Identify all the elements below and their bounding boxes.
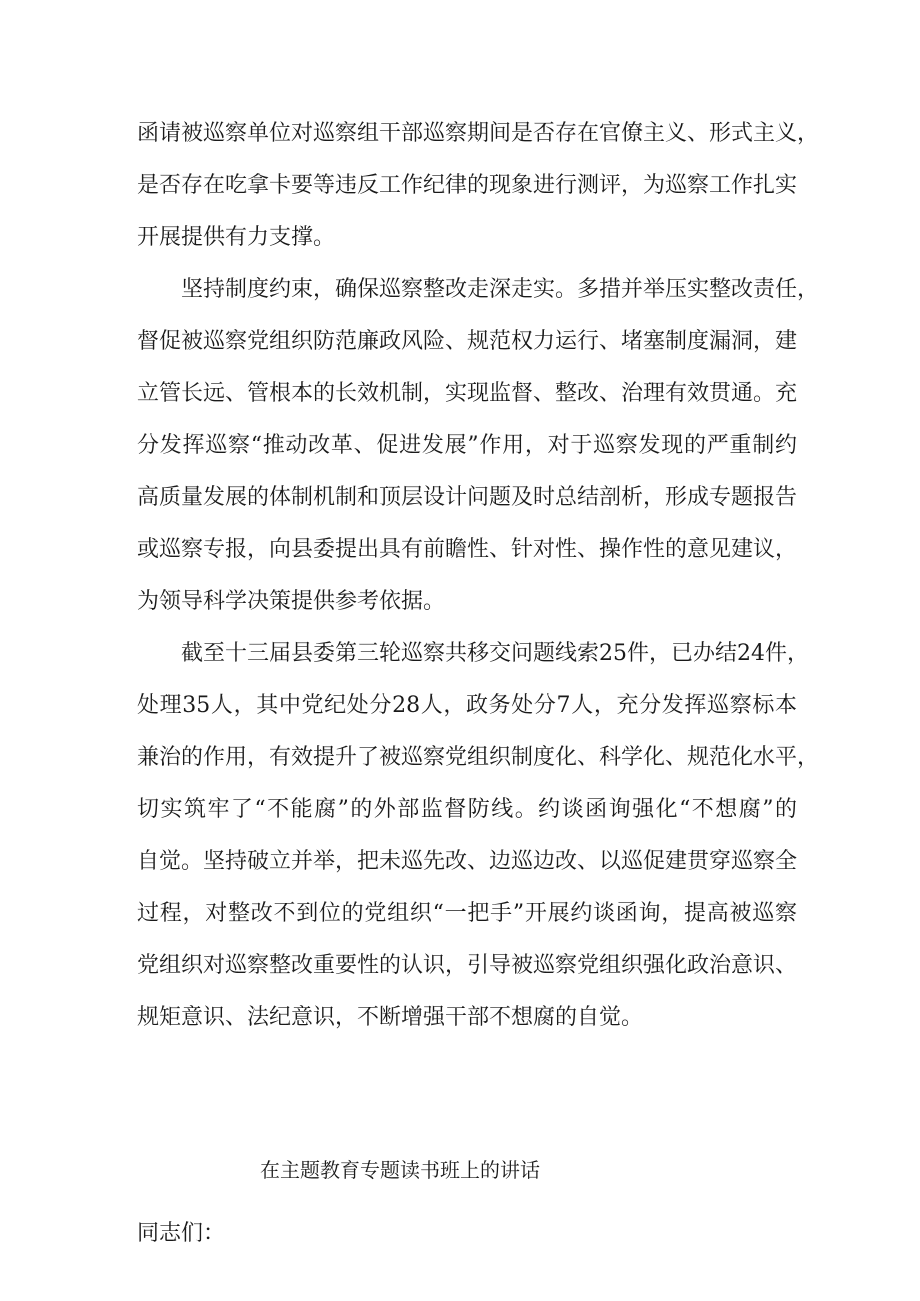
text-line: 分发挥巡察“推动改革、促进发展”作用，对于巡察发现的严重制约 xyxy=(137,433,797,458)
text-line: 督促被巡察党组织防范廉政风险、规范权力运行、堵塞制度漏洞，建 xyxy=(137,329,798,354)
text-line: 党组织对巡察整改重要性的认识，引导被巡察党组织强化政治意识、 xyxy=(137,953,798,978)
text-line: 截至十三届县委第三轮巡察共移交问题线索25件，已办结24件， xyxy=(181,641,809,666)
paragraph-3 xyxy=(137,628,820,1044)
paragraph-1 xyxy=(137,108,820,264)
text-line: 高质量发展的体制机制和顶层设计问题及时总结剖析，形成专题报告 xyxy=(137,485,798,510)
text-line: 开展提供有力支撑。 xyxy=(137,225,336,250)
document-page xyxy=(137,108,820,1260)
salutation: 同志们： xyxy=(137,1221,226,1246)
text-line: 切实筑牢了“不能腐”的外部监督防线。约谈函询强化“不想腐”的 xyxy=(137,797,797,822)
text-line: 函请被巡察单位对巡察组干部巡察期间是否存在官僚主义、形式主义， xyxy=(137,121,820,146)
text-line: 自觉。坚持破立并举，把未巡先改、边巡边改、以巡促建贯穿巡察全 xyxy=(137,849,798,874)
text-line: 立管长远、管根本的长效机制，实现监督、整改、治理有效贯通。充 xyxy=(137,381,798,406)
text-line: 坚持制度约束，确保巡察整改走深走实。多措并举压实整改责任， xyxy=(181,277,820,302)
text-line: 或巡察专报，向县委提出具有前瞻性、针对性、操作性的意见建议， xyxy=(137,537,798,562)
speech-title: 在主题教育专题读书班上的讲话 xyxy=(260,1158,540,1182)
text-line: 过程，对整改不到位的党组织“一把手”开展约谈函询，提高被巡察 xyxy=(137,901,797,926)
paragraph-2 xyxy=(137,264,820,628)
section-spacer xyxy=(137,1044,797,1144)
text-line: 规矩意识、法纪意识，不断增强干部不想腐的自觉。 xyxy=(137,1005,644,1030)
text-line: 处理35人，其中党纪处分28人，政务处分7人，充分发挥巡察标本 xyxy=(137,693,797,718)
text-line: 为领导科学决策提供参考依据。 xyxy=(137,589,446,614)
text-line: 兼治的作用，有效提升了被巡察党组织制度化、科学化、规范化水平， xyxy=(137,745,820,770)
text-line: 是否存在吃拿卡要等违反工作纪律的现象进行测评，为巡察工作扎实 xyxy=(137,173,798,198)
